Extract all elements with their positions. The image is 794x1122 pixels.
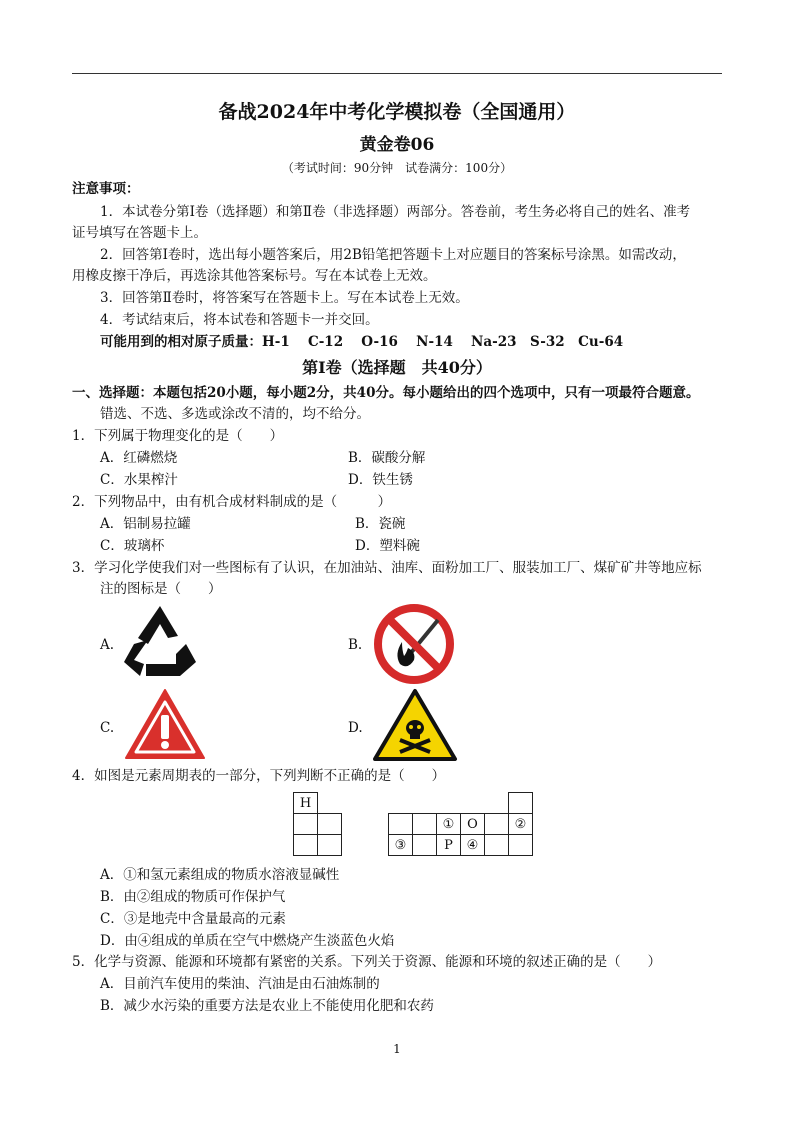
- pt-cell-empty: [294, 835, 318, 856]
- q2-option-c: C．玻璃杯: [100, 538, 165, 554]
- atomic-mass: 可能用到的相对原子质量：H-1 C-12 O-16 N-14 Na-23 S-32 Cu-64: [100, 334, 624, 350]
- q1-stem: 1．下列属于物理变化的是（ ）: [72, 428, 284, 444]
- pt-cell-p: P: [437, 835, 461, 856]
- q5-option-a: A．目前汽车使用的柴油、汽油是由石油炼制的: [100, 976, 380, 992]
- section-instruction: 一、选择题：本题包括20小题，每小题2分，共40分。每小题给出的四个选项中，只有一项最符合题意。: [72, 385, 700, 401]
- pt-cell-empty: [389, 814, 413, 835]
- q1-option-d: D．铁生锈: [348, 472, 413, 488]
- notice-item-4: 4．考试结束后，将本试卷和答题卡一并交回。: [100, 312, 379, 328]
- q3-option-d: D.: [348, 720, 363, 736]
- q4-option-b: B．由②组成的物质可作保护气: [100, 889, 286, 905]
- q1-option-c: C．水果榨汁: [100, 472, 178, 488]
- pt-cell-empty: [509, 835, 533, 856]
- q3-option-c: C.: [100, 720, 115, 736]
- section-heading: 第Ⅰ卷（选择题 共40分）: [302, 358, 492, 377]
- q3-stem: 3．学习化学使我们对一些图标有了认识，在加油站、油库、面粉加工厂、服装加工厂、煤矿矿井等地应标: [72, 560, 702, 576]
- pt-cell-empty: [485, 814, 509, 835]
- q2-option-b: B．瓷碗: [355, 516, 406, 532]
- pt-cell-empty: [318, 814, 342, 835]
- q5-stem: 5．化学与资源、能源和环境都有紧密的关系。下列关于资源、能源和环境的叙述正确的是（ ）: [72, 954, 662, 970]
- q1-option-b: B．碳酸分解: [348, 450, 426, 466]
- q3-option-a: A.: [100, 637, 115, 653]
- pt-cell-empty: [413, 835, 437, 856]
- notice-item-1: 1．本试卷分第Ⅰ卷（选择题）和第Ⅱ卷（非选择题）两部分。答卷前，考生务必将自己的姓名、准考: [100, 204, 691, 220]
- q1-option-a: A．红磷燃烧: [100, 450, 178, 466]
- q4-option-a: A．①和氢元素组成的物质水溶液显碱性: [100, 867, 340, 883]
- pt-cell-empty: [294, 814, 318, 835]
- pt-cell-empty: [318, 835, 342, 856]
- pt-cell-3: ③: [389, 835, 413, 856]
- recycle-icon: [120, 604, 200, 678]
- pt-cell-2: ②: [509, 814, 533, 835]
- q2-stem: 2．下列物品中，由有机合成材料制成的是（ ）: [72, 494, 392, 510]
- q3-stem-cont: 注的图标是（ ）: [100, 581, 222, 597]
- exam-info: （考试时间：90分钟 试卷满分：100分）: [281, 161, 513, 175]
- q4-option-c: C．③是地壳中含量最高的元素: [100, 911, 286, 927]
- pt-cell-4: ④: [461, 835, 485, 856]
- notice-item-2-cont: 用橡皮擦干净后，再选涂其他答案标号。写在本试卷上无效。: [72, 268, 437, 284]
- q2-option-a: A．铝制易拉罐: [100, 516, 191, 532]
- q5-option-b: B．减少水污染的重要方法是农业上不能使用化肥和农药: [100, 998, 434, 1014]
- q3-option-b: B.: [348, 637, 363, 653]
- pt-cell-empty: [509, 793, 533, 814]
- notice-heading: 注意事项：: [72, 181, 140, 197]
- periodic-table-fragment: [293, 792, 533, 856]
- q4-option-d: D．由④组成的单质在空气中燃烧产生淡蓝色火焰: [100, 933, 395, 949]
- section-instruction-cont: 错选、不选、多选或涂改不清的，均不给分。: [100, 406, 370, 422]
- top-rule: [72, 73, 722, 74]
- page-title: 备战2024年中考化学模拟卷（全国通用）: [218, 101, 576, 123]
- page-number: 1: [393, 1042, 401, 1056]
- notice-item-3: 3．回答第Ⅱ卷时，将答案写在答题卡上。写在本试卷上无效。: [100, 290, 469, 306]
- page-subtitle: 黄金卷06: [359, 135, 435, 155]
- q2-option-d: D．塑料碗: [355, 538, 420, 554]
- pt-cell-1: ①: [437, 814, 461, 835]
- toxic-icon: [372, 688, 458, 762]
- pt-cell-empty: [413, 814, 437, 835]
- pt-cell-o: O: [461, 814, 485, 835]
- q4-stem: 4．如图是元素周期表的一部分，下列判断不正确的是（ ）: [72, 768, 446, 784]
- no-fire-icon: [372, 602, 456, 686]
- pt-cell-h: H: [294, 793, 318, 814]
- pt-cell-empty: [485, 835, 509, 856]
- warning-icon: [124, 688, 206, 760]
- notice-item-1-cont: 证号填写在答题卡上。: [72, 225, 207, 241]
- notice-item-2: 2．回答第Ⅰ卷时，选出每小题答案后，用2B铅笔把答题卡上对应题目的答案标号涂黑。如需改动，: [100, 247, 686, 263]
